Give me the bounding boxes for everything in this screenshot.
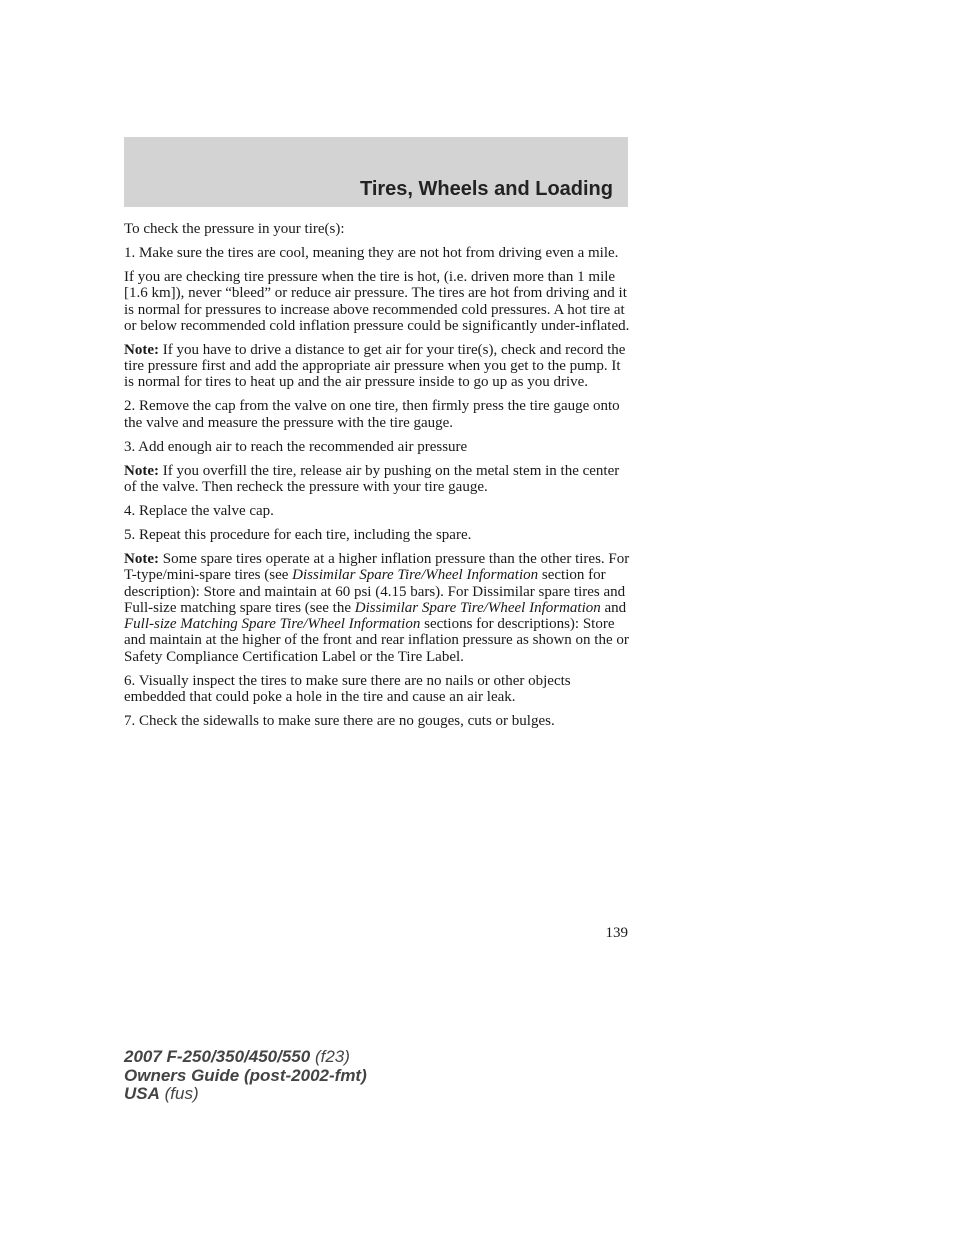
step-2: 2. Remove the cap from the valve on one tire, then firmly press the tire gauge onto the valve and measure the pressure with the tire gauge.: [124, 398, 620, 431]
note-text: sections for descriptions): Store and maintain at the higher of the front and rear inflation pressure as shown on the or Safety Compliance Certification Label or the Tire Label.: [124, 616, 629, 665]
step-1: 1. Make sure the tires are cool, meaning they are not hot from driving even a mile.: [124, 244, 619, 261]
body-text: [124, 221, 630, 737]
page-number: 139: [605, 925, 628, 941]
step-6: 6. Visually inspect the tires to make sure there are no nails or other objects embedded that could poke a hole in the tire and cause an air leak.: [124, 672, 571, 705]
paragraph-intro: To check the pressure in your tire(s):: [124, 221, 345, 237]
note-drive-distance: [124, 342, 630, 391]
note-text: section for description): Store and maintain at 60 psi (4.15 bars). For Dissimilar spare tires and Full-size matching spare tires (see the: [124, 567, 626, 616]
note-text: If you overfill the tire, release air by pushing on the metal stem in the center of the valve. Then recheck the pressure with your tire gauge.: [124, 462, 620, 495]
note-text: If you have to drive a distance to get air for your tire(s), check and record the tire pressure first and add the appropriate air pressure when you get to the pump. It is normal for tires to heat up and the air pressure inside to go up as you drive.: [124, 341, 626, 391]
note-text: Some spare tires operate at a higher inflation pressure than the other tires. For T-type/mini-spare tires (see: [124, 550, 630, 584]
note-label: Note:: [124, 550, 159, 567]
step-7: 7. Check the sidewalls to make sure there are no gouges, cuts or bulges.: [124, 712, 555, 729]
paragraph-hot-tire: If you are checking tire pressure when the tire is hot, (i.e. driven more than 1 mile [1.6 km]), never “bleed” or reduce air pressure. The tires are hot from driving and it is normal for pressures to increase above recommended cold pressures. A hot tire at or below recommended cold inflation pressure could be significantly under-inflated.: [124, 268, 630, 334]
footer-guide: Owners Guide (post-2002-fmt): [124, 1065, 367, 1085]
section-header-bar: [124, 137, 628, 207]
section-reference: Full-size Matching Spare Tire/Wheel Information: [124, 616, 421, 633]
note-label: Note:: [124, 462, 159, 479]
document-footer: [124, 1048, 367, 1104]
section-reference: Dissimilar Spare Tire/Wheel Information: [292, 567, 539, 584]
footer-region-line: [124, 1085, 367, 1104]
section-title: Tires, Wheels and Loading: [359, 178, 613, 200]
step-3: 3. Add enough air to reach the recommended air pressure: [124, 438, 468, 455]
note-overfill: [124, 463, 630, 496]
note-label: Note:: [124, 341, 159, 358]
footer-guide-line: [124, 1067, 367, 1086]
note-spare-tires: [124, 551, 630, 665]
note-text: and: [600, 599, 627, 616]
footer-model-line: [124, 1048, 367, 1067]
footer-region-code: (fus): [159, 1084, 199, 1103]
footer-region: USA: [124, 1084, 160, 1103]
step-4: 4. Replace the valve cap.: [124, 502, 274, 519]
section-reference: Dissimilar Spare Tire/Wheel Information: [354, 599, 601, 616]
step-5: 5. Repeat this procedure for each tire, including the spare.: [124, 526, 472, 543]
footer-model: 2007 F-250/350/450/550: [124, 1047, 311, 1066]
footer-model-code: (f23): [310, 1047, 350, 1066]
